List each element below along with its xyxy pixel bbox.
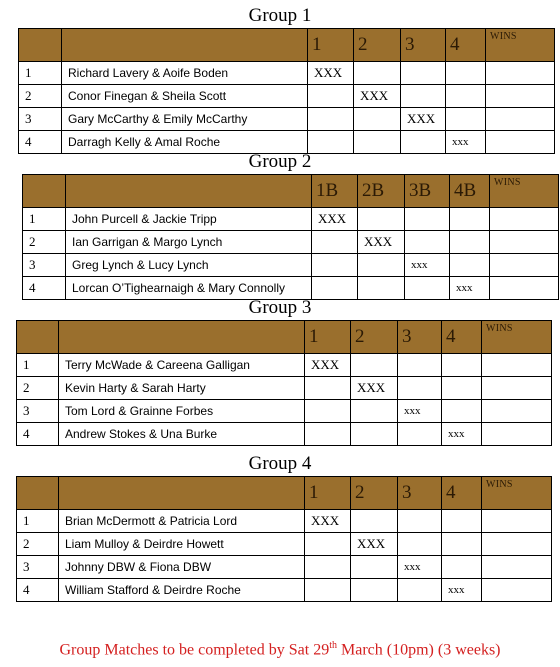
result-cell[interactable] [305, 533, 351, 556]
result-cell[interactable] [351, 579, 398, 602]
result-cell[interactable]: xxx [442, 423, 482, 446]
table-row [23, 208, 559, 231]
result-cell[interactable] [312, 254, 358, 277]
result-cell[interactable]: XXX [351, 533, 398, 556]
result-cell[interactable] [305, 556, 351, 579]
result-cell[interactable] [398, 354, 442, 377]
header-column-label: 4 [442, 477, 482, 510]
header-wins-label: WINS [482, 477, 552, 510]
pair-number: 4 [23, 277, 66, 300]
wins-cell[interactable] [482, 354, 552, 377]
pair-names: Gary McCarthy & Emily McCarthy [62, 108, 308, 131]
result-cell[interactable] [354, 62, 401, 85]
pair-names: Terry McWade & Careena Galligan [59, 354, 305, 377]
result-cell[interactable]: xxx [450, 277, 490, 300]
header-wins-label: WINS [482, 321, 552, 354]
result-cell[interactable]: XXX [351, 377, 398, 400]
wins-cell[interactable] [486, 131, 555, 154]
wins-cell[interactable] [482, 510, 552, 533]
result-cell[interactable] [442, 400, 482, 423]
header-cell-pair [59, 477, 305, 510]
table-row [17, 400, 552, 423]
pair-names: Ian Garrigan & Margo Lynch [66, 231, 312, 254]
result-cell[interactable] [358, 208, 405, 231]
result-cell[interactable] [351, 400, 398, 423]
result-cell[interactable] [450, 254, 490, 277]
result-cell[interactable]: xxx [405, 254, 450, 277]
header-cell-number [17, 477, 59, 510]
table-row [17, 423, 552, 446]
pair-number: 4 [17, 423, 59, 446]
table-header-row [17, 477, 552, 510]
header-column-label: 4 [442, 321, 482, 354]
result-cell[interactable] [405, 208, 450, 231]
deadline-text-rest: March (10pm) (3 weeks) [337, 641, 501, 659]
pair-names: Richard Lavery & Aoife Boden [62, 62, 308, 85]
header-column-label: 2 [354, 29, 401, 62]
result-cell[interactable] [398, 377, 442, 400]
header-cell-number [19, 29, 62, 62]
header-cell-pair [62, 29, 308, 62]
wins-cell[interactable] [482, 400, 552, 423]
wins-cell[interactable] [486, 62, 555, 85]
result-cell[interactable] [442, 556, 482, 579]
result-cell[interactable] [446, 62, 486, 85]
result-cell[interactable] [401, 85, 446, 108]
table-row [17, 510, 552, 533]
group-title: Group 4 [248, 453, 312, 474]
group-table [22, 174, 559, 300]
result-cell[interactable]: XXX [305, 354, 351, 377]
group-title: Group 1 [248, 5, 312, 26]
result-cell[interactable] [401, 62, 446, 85]
deadline-ordinal-suffix: th [329, 640, 337, 651]
result-cell[interactable] [312, 231, 358, 254]
pair-names: Kevin Harty & Sarah Harty [59, 377, 305, 400]
deadline-text: Group Matches to be completed by Sat 29 [59, 641, 330, 659]
table-header-row [23, 175, 559, 208]
header-column-label: 3 [398, 321, 442, 354]
result-cell[interactable] [312, 277, 358, 300]
result-cell[interactable]: XXX [312, 208, 358, 231]
pair-names: Greg Lynch & Lucy Lynch [66, 254, 312, 277]
header-column-label: 3 [401, 29, 446, 62]
pair-names: Lorcan O’Tighearnaigh & Mary Connolly [66, 277, 312, 300]
header-column-label: 1 [305, 477, 351, 510]
wins-cell[interactable] [482, 377, 552, 400]
pair-number: 1 [23, 208, 66, 231]
result-cell[interactable] [450, 231, 490, 254]
result-cell[interactable] [450, 208, 490, 231]
wins-cell[interactable] [482, 533, 552, 556]
wins-cell[interactable] [490, 231, 559, 254]
result-cell[interactable] [351, 423, 398, 446]
result-cell[interactable] [308, 108, 354, 131]
pair-names: John Purcell & Jackie Tripp [66, 208, 312, 231]
table-row [17, 533, 552, 556]
pair-names: Johnny DBW & Fiona DBW [59, 556, 305, 579]
pair-names: Brian McDermott & Patricia Lord [59, 510, 305, 533]
pair-names: Darragh Kelly & Amal Roche [62, 131, 308, 154]
pair-number: 2 [19, 85, 62, 108]
pair-names: Andrew Stokes & Una Burke [59, 423, 305, 446]
result-cell[interactable] [354, 108, 401, 131]
wins-cell[interactable] [486, 85, 555, 108]
pair-number: 3 [17, 400, 59, 423]
result-cell[interactable]: xxx [442, 579, 482, 602]
result-cell[interactable] [442, 510, 482, 533]
result-cell[interactable]: XXX [358, 231, 405, 254]
pair-number: 3 [17, 556, 59, 579]
wins-cell[interactable] [486, 108, 555, 131]
result-cell[interactable] [351, 510, 398, 533]
pair-number: 3 [19, 108, 62, 131]
result-cell[interactable] [351, 354, 398, 377]
header-cell-number [17, 321, 59, 354]
table-row [19, 108, 555, 131]
wins-cell[interactable] [482, 579, 552, 602]
group-table [16, 320, 552, 446]
table-row [23, 231, 559, 254]
result-cell[interactable] [308, 85, 354, 108]
result-cell[interactable] [398, 579, 442, 602]
result-cell[interactable] [442, 354, 482, 377]
result-cell[interactable] [354, 131, 401, 154]
wins-cell[interactable] [482, 423, 552, 446]
result-cell[interactable] [405, 277, 450, 300]
result-cell[interactable]: xxx [446, 131, 486, 154]
result-cell[interactable] [446, 108, 486, 131]
pair-number: 1 [19, 62, 62, 85]
pair-number: 2 [17, 377, 59, 400]
result-cell[interactable] [305, 377, 351, 400]
pair-number: 4 [17, 579, 59, 602]
pair-names: Conor Finegan & Sheila Scott [62, 85, 308, 108]
result-cell[interactable] [358, 254, 405, 277]
table-row [19, 85, 555, 108]
group-table [18, 28, 555, 154]
result-cell[interactable] [305, 423, 351, 446]
result-cell[interactable] [308, 131, 354, 154]
header-column-label: 1 [305, 321, 351, 354]
result-cell[interactable] [401, 131, 446, 154]
pair-number: 2 [17, 533, 59, 556]
header-column-label: 1 [308, 29, 354, 62]
result-cell[interactable]: xxx [398, 556, 442, 579]
header-column-label: 4 [446, 29, 486, 62]
result-cell[interactable]: XXX [308, 62, 354, 85]
wins-cell[interactable] [482, 556, 552, 579]
header-column-label: 4B [450, 175, 490, 208]
header-column-label: 1B [312, 175, 358, 208]
wins-cell[interactable] [490, 277, 559, 300]
result-cell[interactable] [305, 400, 351, 423]
table-row [19, 62, 555, 85]
result-cell[interactable] [442, 533, 482, 556]
table-header-row [17, 321, 552, 354]
header-wins-label: WINS [490, 175, 559, 208]
group-table [16, 476, 552, 602]
header-column-label: 2 [351, 477, 398, 510]
header-column-label: 2 [351, 321, 398, 354]
pair-number: 2 [23, 231, 66, 254]
wins-cell[interactable] [490, 208, 559, 231]
result-cell[interactable] [398, 533, 442, 556]
result-cell[interactable] [358, 277, 405, 300]
table-header-row [19, 29, 555, 62]
group-title: Group 2 [248, 151, 312, 172]
result-cell[interactable]: xxx [398, 400, 442, 423]
header-column-label: 2B [358, 175, 405, 208]
result-cell[interactable] [305, 579, 351, 602]
deadline-note [0, 640, 560, 659]
table-row [17, 354, 552, 377]
pair-number: 3 [23, 254, 66, 277]
header-cell-pair [59, 321, 305, 354]
result-cell[interactable] [442, 377, 482, 400]
table-row [17, 579, 552, 602]
result-cell[interactable]: XXX [354, 85, 401, 108]
wins-cell[interactable] [490, 254, 559, 277]
result-cell[interactable]: XXX [305, 510, 351, 533]
pair-names: Liam Mulloy & Deirdre Howett [59, 533, 305, 556]
result-cell[interactable] [398, 510, 442, 533]
result-cell[interactable] [398, 423, 442, 446]
result-cell[interactable] [405, 231, 450, 254]
table-row [17, 377, 552, 400]
pair-names: William Stafford & Deirdre Roche [59, 579, 305, 602]
pair-number: 1 [17, 510, 59, 533]
header-column-label: 3B [405, 175, 450, 208]
group-title: Group 3 [248, 297, 312, 318]
pair-names: Tom Lord & Grainne Forbes [59, 400, 305, 423]
pair-number: 1 [17, 354, 59, 377]
result-cell[interactable] [351, 556, 398, 579]
table-row [23, 254, 559, 277]
header-column-label: 3 [398, 477, 442, 510]
header-cell-pair [66, 175, 312, 208]
result-cell[interactable]: XXX [401, 108, 446, 131]
header-cell-number [23, 175, 66, 208]
table-row [17, 556, 552, 579]
pair-number: 4 [19, 131, 62, 154]
header-wins-label: WINS [486, 29, 555, 62]
result-cell[interactable] [446, 85, 486, 108]
